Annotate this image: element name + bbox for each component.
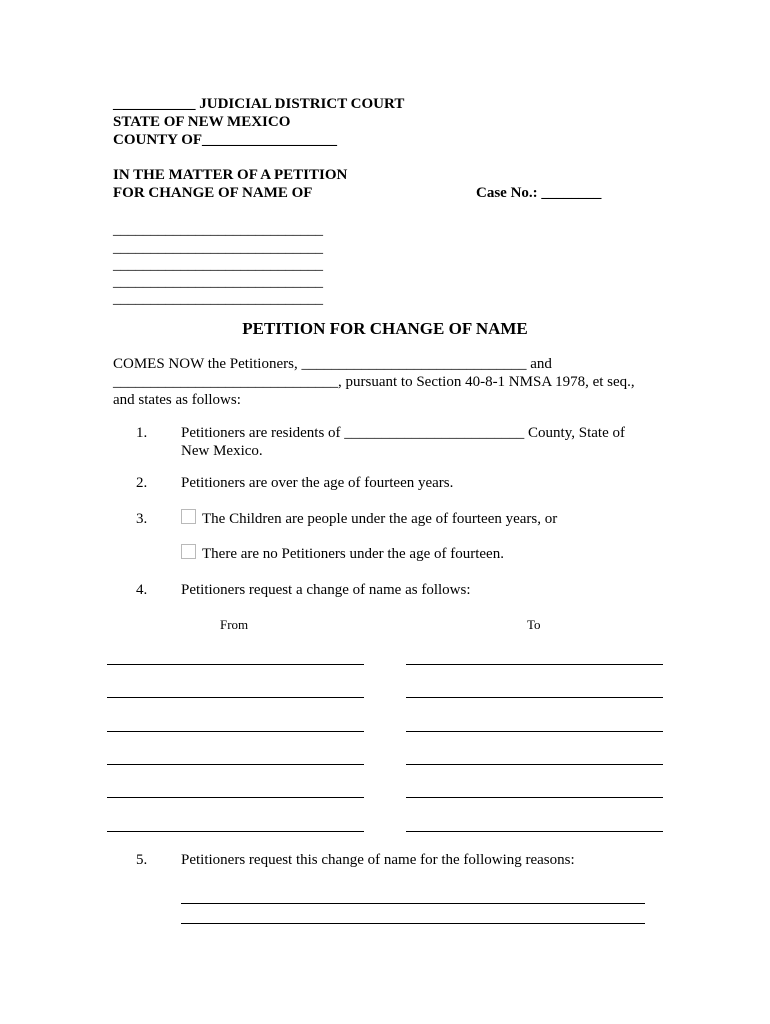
from-name-line[interactable]	[107, 797, 364, 798]
petitioner-name-line[interactable]: ____________________________	[113, 257, 323, 273]
children-option-label: The Children are people under the age of fourteen years, or	[202, 511, 558, 527]
intro-line-2[interactable]: ______________________________, pursuant to Section 40-8-1 NMSA 1978, et seq.,	[113, 374, 635, 390]
court-blank[interactable]: ___________	[113, 96, 196, 112]
from-name-line[interactable]	[107, 764, 364, 765]
matter-line-2: FOR CHANGE OF NAME OF	[113, 185, 313, 201]
item-number: 3.	[136, 511, 148, 527]
document-title: PETITION FOR CHANGE OF NAME	[242, 319, 528, 338]
item-number: 4.	[136, 582, 148, 598]
petitioner-name-line[interactable]: ____________________________	[113, 222, 323, 238]
intro-line-3: and states as follows:	[113, 392, 241, 408]
to-name-line[interactable]	[406, 697, 663, 698]
to-column-label: To	[527, 617, 541, 632]
residence-statement[interactable]: Petitioners are residents of ________________________ County, State of	[181, 425, 625, 441]
name-change-statement: Petitioners request a change of name as follows:	[181, 582, 471, 598]
petitioner-name-line[interactable]: ____________________________	[113, 274, 323, 290]
to-name-line[interactable]	[406, 831, 663, 832]
reason-line[interactable]	[181, 903, 645, 904]
matter-line-1: IN THE MATTER OF A PETITION	[113, 167, 348, 183]
petitioner-name-line[interactable]: ____________________________	[113, 291, 323, 307]
item-number: 2.	[136, 475, 148, 491]
residence-statement-cont: New Mexico.	[181, 443, 263, 459]
age-statement: Petitioners are over the age of fourteen years.	[181, 475, 454, 491]
county-field[interactable]: COUNTY OF__________________	[113, 132, 338, 148]
no-minors-checkbox[interactable]	[181, 544, 196, 559]
from-name-line[interactable]	[107, 697, 364, 698]
to-name-line[interactable]	[406, 797, 663, 798]
item-number: 5.	[136, 852, 148, 868]
court-label: JUDICIAL DISTRICT COURT	[199, 96, 405, 112]
court-line	[113, 95, 404, 113]
to-name-line[interactable]	[406, 664, 663, 665]
children-checkbox[interactable]	[181, 509, 196, 524]
intro-line-1[interactable]: COMES NOW the Petitioners, ______________________________ and	[113, 356, 552, 372]
petitioner-name-line[interactable]: ____________________________	[113, 240, 323, 256]
case-number-field[interactable]: Case No.: ________	[476, 185, 602, 201]
no-minors-option-label: There are no Petitioners under the age of fourteen.	[202, 546, 504, 562]
to-name-line[interactable]	[406, 764, 663, 765]
item-number: 1.	[136, 425, 148, 441]
to-name-line[interactable]	[406, 731, 663, 732]
reason-line[interactable]	[181, 923, 645, 924]
from-column-label: From	[220, 617, 249, 632]
from-name-line[interactable]	[107, 731, 364, 732]
from-name-line[interactable]	[107, 664, 364, 665]
reasons-statement: Petitioners request this change of name for the following reasons:	[181, 852, 575, 868]
from-name-line[interactable]	[107, 831, 364, 832]
state-label: STATE OF NEW MEXICO	[113, 114, 291, 130]
